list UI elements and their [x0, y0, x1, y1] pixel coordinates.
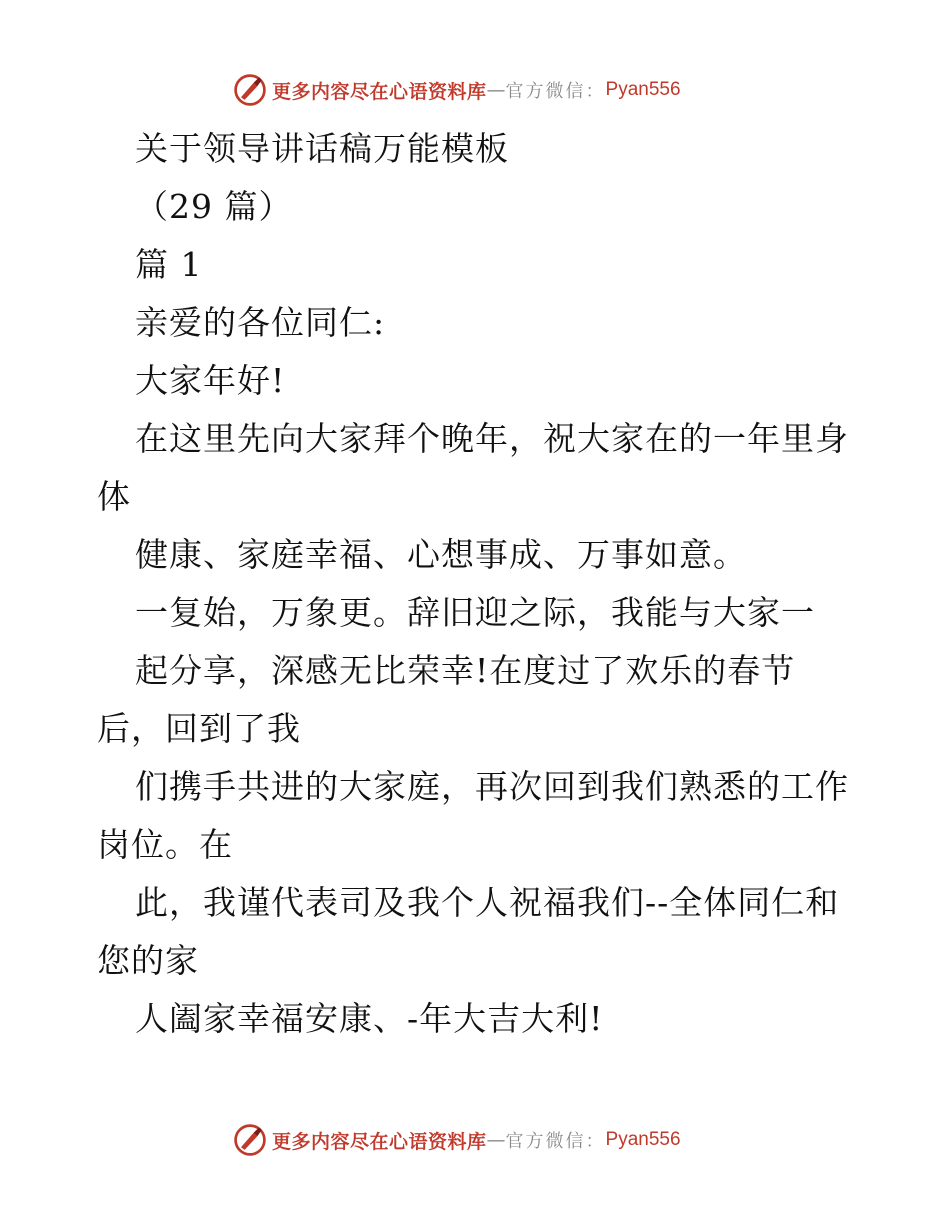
paragraph-line: 此，我谨代表司及我个人祝福我们--全体同仁和: [135, 883, 840, 922]
paragraph-line: 起分享，深感无比荣幸!在度过了欢乐的春节: [135, 651, 796, 690]
section-heading: 篇 1: [135, 245, 203, 284]
document-body: [97, 120, 857, 1048]
paragraph-line: 人阖家幸福安康、-年大吉大利!: [135, 999, 604, 1038]
footer-banner: [232, 1120, 681, 1160]
paragraph-line: 在这里先向大家拜个晚年，祝大家在的一年里身: [135, 419, 849, 458]
banner-wechat-id: Pyan556: [605, 79, 681, 100]
document-title: 关于领导讲话稿万能模板: [135, 129, 509, 168]
paragraph-line: 后，回到了我: [97, 709, 301, 748]
paragraph-line: 们携手共进的大家庭，再次回到我们熟悉的工作: [135, 767, 849, 806]
header-banner: [232, 70, 681, 110]
paragraph-line: 一复始，万象更。辞旧迎之际，我能与大家一: [135, 593, 815, 632]
banner-title: 更多内容尽在心语资料库: [272, 80, 487, 103]
document-count: （29 篇）: [135, 187, 293, 226]
banner-title: 更多内容尽在心语资料库: [272, 1130, 487, 1153]
salutation: 亲爱的各位同仁:: [135, 303, 386, 342]
pen-logo-icon: [232, 1122, 268, 1158]
banner-wechat-label: 官方微信：: [505, 81, 606, 102]
paragraph-line: 体: [97, 477, 131, 516]
paragraph-line: 您的家: [97, 941, 199, 980]
pen-logo-icon: [232, 72, 268, 108]
banner-dash: —: [486, 79, 506, 101]
banner-wechat-label: 官方微信：: [505, 1131, 606, 1152]
banner-wechat-id: Pyan556: [605, 1129, 681, 1150]
paragraph-line: 健康、家庭幸福、心想事成、万事如意。: [135, 535, 747, 574]
banner-dash: —: [486, 1129, 506, 1151]
paragraph-line: 岗位。在: [97, 825, 233, 864]
greeting: 大家年好!: [135, 361, 286, 400]
